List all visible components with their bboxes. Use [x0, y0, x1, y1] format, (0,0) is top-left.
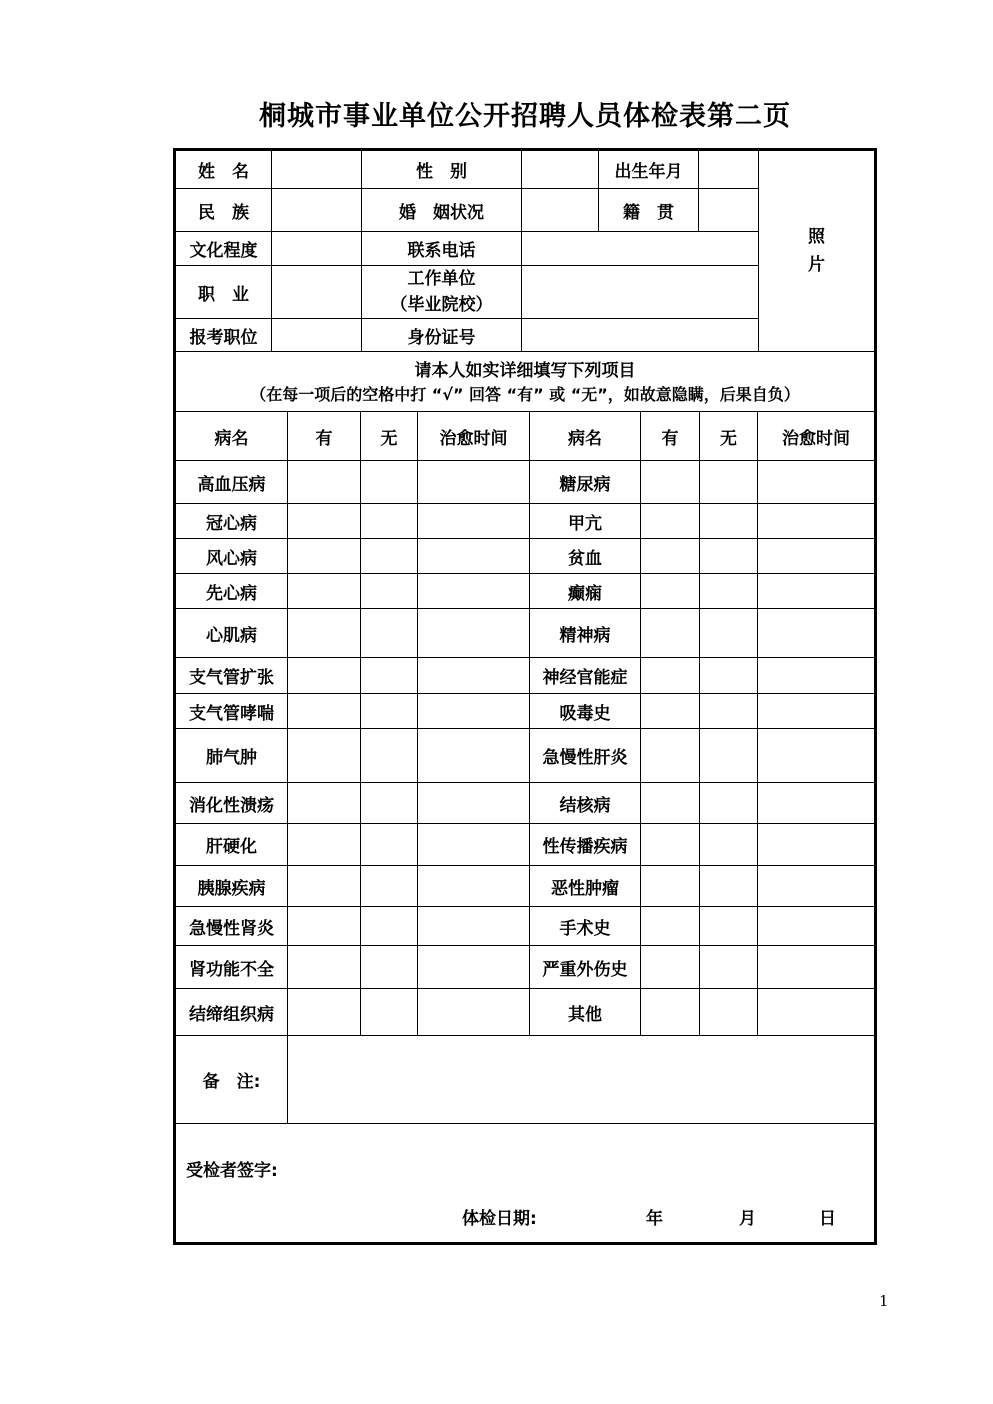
work-unit-label [361, 265, 521, 318]
answer-cell[interactable] [757, 504, 874, 538]
answer-cell[interactable] [417, 729, 529, 782]
remarks-field[interactable] [287, 1036, 874, 1123]
disease-col-header: 有 [287, 412, 360, 460]
answer-cell[interactable] [287, 729, 360, 782]
answer-cell[interactable] [287, 907, 360, 945]
disease-row [176, 782, 874, 823]
work-unit-label-line2: （毕业院校） [390, 295, 493, 315]
answer-cell[interactable] [287, 658, 360, 693]
answer-cell[interactable] [287, 989, 360, 1035]
disease-rows [176, 460, 874, 1035]
ethnicity-field[interactable] [271, 188, 361, 231]
answer-cell[interactable] [640, 504, 699, 538]
answer-cell[interactable] [757, 946, 874, 988]
answer-cell[interactable] [699, 658, 757, 693]
answer-cell[interactable] [360, 504, 417, 538]
answer-cell[interactable] [287, 866, 360, 906]
disease-table [176, 411, 874, 1035]
disease-name: 先心病 [206, 583, 257, 604]
disease-name: 风心病 [206, 548, 257, 569]
answer-cell[interactable] [417, 609, 529, 657]
answer-cell[interactable] [360, 574, 417, 608]
page-title: 桐城市事业单位公开招聘人员体检表第二页 [259, 101, 791, 132]
disease-name: 糖尿病 [529, 461, 640, 503]
answer-cell[interactable] [287, 504, 360, 538]
answer-cell[interactable] [640, 866, 699, 906]
answer-cell[interactable] [287, 539, 360, 573]
disease-header-row [176, 412, 874, 460]
disease-row [176, 906, 874, 945]
applied-position-label: 报考职位 [176, 318, 271, 351]
answer-cell[interactable] [757, 574, 874, 608]
answer-cell[interactable] [360, 609, 417, 657]
answer-cell[interactable] [417, 824, 529, 865]
native-place-field[interactable] [698, 188, 758, 231]
answer-cell[interactable] [757, 729, 874, 782]
answer-cell[interactable] [699, 539, 757, 573]
answer-cell[interactable] [360, 694, 417, 728]
disease-name: 急慢性肾炎 [189, 918, 274, 939]
answer-cell[interactable] [287, 694, 360, 728]
answer-cell[interactable] [360, 783, 417, 823]
photo-label-char1: 照 [808, 227, 825, 247]
answer-cell[interactable] [360, 989, 417, 1035]
disease-name: 贫血 [529, 539, 640, 573]
disease-row [176, 823, 874, 865]
answer-cell[interactable] [699, 694, 757, 728]
remarks-label: 备 注: [202, 1072, 261, 1092]
answer-cell[interactable] [360, 824, 417, 865]
instruction-line1: 请本人如实详细填写下列项目 [414, 361, 636, 381]
birthdate-field[interactable] [698, 151, 758, 188]
signature-section [176, 1123, 874, 1242]
answer-cell[interactable] [757, 989, 874, 1035]
disease-name: 冠心病 [206, 513, 257, 534]
answer-cell[interactable] [287, 574, 360, 608]
answer-cell[interactable] [699, 824, 757, 865]
answer-cell[interactable] [360, 539, 417, 573]
work-unit-field[interactable] [521, 265, 758, 318]
answer-cell[interactable] [757, 461, 874, 503]
answer-cell[interactable] [287, 461, 360, 503]
answer-cell[interactable] [287, 946, 360, 988]
answer-cell[interactable] [640, 694, 699, 728]
disease-name: 结缔组织病 [189, 1004, 274, 1025]
disease-name: 心肌病 [206, 625, 257, 646]
examinee-signature-label: 受检者签字: [186, 1161, 278, 1181]
answer-cell[interactable] [699, 504, 757, 538]
disease-name: 精神病 [529, 609, 640, 657]
year-label: 年 [646, 1209, 663, 1229]
disease-name: 结核病 [529, 783, 640, 823]
instruction-line2: （在每一项后的空格中打 “√” 回答 “有” 或 “无”，如故意隐瞒，后果自负） [250, 385, 800, 404]
disease-col-header: 治愈时间 [757, 412, 874, 460]
disease-name: 支气管扩张 [189, 668, 274, 688]
answer-cell[interactable] [699, 783, 757, 823]
answer-cell[interactable] [417, 783, 529, 823]
answer-cell[interactable] [417, 907, 529, 945]
answer-cell[interactable] [699, 866, 757, 906]
disease-row [176, 693, 874, 728]
disease-name: 消化性溃疡 [189, 795, 274, 816]
answer-cell[interactable] [640, 461, 699, 503]
answer-cell[interactable] [757, 866, 874, 906]
answer-cell[interactable] [360, 907, 417, 945]
answer-cell[interactable] [640, 729, 699, 782]
disease-name: 恶性肿瘤 [529, 866, 640, 906]
disease-name: 肾功能不全 [189, 959, 274, 980]
answer-cell[interactable] [417, 989, 529, 1035]
disease-name: 吸毒史 [529, 694, 640, 728]
answer-cell[interactable] [417, 946, 529, 988]
disease-name: 其他 [529, 989, 640, 1035]
disease-row [176, 460, 874, 503]
ethnicity-label: 民 族 [176, 188, 271, 231]
answer-cell[interactable] [757, 694, 874, 728]
answer-cell[interactable] [417, 461, 529, 503]
disease-row [176, 573, 874, 608]
answer-cell[interactable] [757, 824, 874, 865]
disease-name: 手术史 [529, 907, 640, 945]
disease-name: 严重外伤史 [529, 946, 640, 988]
answer-cell[interactable] [699, 989, 757, 1035]
answer-cell[interactable] [287, 824, 360, 865]
disease-col-header: 病名 [529, 412, 640, 460]
answer-cell[interactable] [417, 694, 529, 728]
answer-cell[interactable] [757, 609, 874, 657]
answer-cell[interactable] [757, 539, 874, 573]
answer-cell[interactable] [699, 461, 757, 503]
exam-form-table [173, 148, 877, 1245]
disease-col-header: 无 [699, 412, 757, 460]
day-label: 日 [819, 1209, 836, 1229]
birthdate-label: 出生年月 [598, 151, 698, 188]
phone-field[interactable] [521, 231, 758, 265]
answer-cell[interactable] [640, 989, 699, 1035]
disease-name: 性传播疾病 [529, 824, 640, 865]
answer-cell[interactable] [640, 783, 699, 823]
disease-name: 肺气肿 [206, 748, 257, 768]
marital-status-field[interactable] [521, 188, 598, 231]
month-label: 月 [739, 1209, 756, 1229]
answer-cell[interactable] [417, 866, 529, 906]
answer-cell[interactable] [699, 609, 757, 657]
disease-row [176, 608, 874, 657]
disease-row [176, 728, 874, 782]
answer-cell[interactable] [640, 658, 699, 693]
occupation-field[interactable] [271, 265, 361, 318]
native-place-label: 籍 贯 [598, 188, 698, 231]
answer-cell[interactable] [699, 729, 757, 782]
instruction-section [176, 351, 874, 411]
answer-cell[interactable] [640, 609, 699, 657]
answer-cell[interactable] [699, 574, 757, 608]
disease-name: 急慢性肝炎 [529, 729, 640, 782]
answer-cell[interactable] [417, 504, 529, 538]
disease-row [176, 865, 874, 906]
personal-info-section [176, 151, 874, 351]
answer-cell[interactable] [360, 658, 417, 693]
disease-name: 支气管哮喘 [189, 703, 274, 724]
disease-name: 神经官能症 [529, 658, 640, 693]
applied-position-field[interactable] [271, 318, 361, 351]
id-number-label: 身份证号 [361, 318, 521, 351]
answer-cell[interactable] [287, 783, 360, 823]
education-label: 文化程度 [176, 231, 271, 265]
answer-cell[interactable] [640, 574, 699, 608]
answer-cell[interactable] [417, 539, 529, 573]
answer-cell[interactable] [757, 783, 874, 823]
remarks-section [176, 1035, 874, 1123]
answer-cell[interactable] [417, 574, 529, 608]
photo-label-char2: 片 [808, 255, 825, 275]
disease-row [176, 988, 874, 1035]
occupation-label: 职 业 [176, 265, 271, 318]
marital-status-label: 婚 姻状况 [361, 188, 521, 231]
gender-label: 性 别 [361, 151, 521, 188]
id-number-field[interactable] [521, 318, 758, 351]
answer-cell[interactable] [757, 907, 874, 945]
disease-row [176, 657, 874, 693]
disease-name: 胰腺疾病 [197, 878, 266, 899]
disease-row [176, 945, 874, 988]
page-number: 1 [879, 1292, 889, 1310]
phone-label: 联系电话 [361, 231, 521, 265]
photo-box [758, 151, 874, 351]
disease-name: 肝硬化 [206, 837, 257, 857]
disease-name: 高血压病 [197, 474, 266, 495]
answer-cell[interactable] [287, 609, 360, 657]
answer-cell[interactable] [417, 658, 529, 693]
disease-col-header: 有 [640, 412, 699, 460]
answer-cell[interactable] [640, 824, 699, 865]
name-label: 姓 名 [198, 162, 249, 182]
disease-col-header: 无 [360, 412, 417, 460]
answer-cell[interactable] [699, 946, 757, 988]
disease-col-header: 病名 [214, 428, 249, 449]
answer-cell[interactable] [360, 946, 417, 988]
gender-field[interactable] [521, 151, 598, 188]
answer-cell[interactable] [360, 461, 417, 503]
work-unit-label-line1: 工作单位 [407, 269, 476, 289]
education-field[interactable] [271, 231, 361, 265]
disease-row [176, 538, 874, 573]
disease-row [176, 503, 874, 538]
answer-cell[interactable] [360, 729, 417, 782]
answer-cell[interactable] [640, 946, 699, 988]
disease-name: 甲亢 [529, 504, 640, 538]
answer-cell[interactable] [640, 539, 699, 573]
disease-col-header: 治愈时间 [417, 412, 529, 460]
answer-cell[interactable] [757, 658, 874, 693]
exam-date-label: 体检日期: [462, 1209, 537, 1229]
answer-cell[interactable] [360, 866, 417, 906]
answer-cell[interactable] [699, 907, 757, 945]
disease-name: 癫痫 [529, 574, 640, 608]
name-field[interactable] [271, 151, 361, 188]
answer-cell[interactable] [640, 907, 699, 945]
